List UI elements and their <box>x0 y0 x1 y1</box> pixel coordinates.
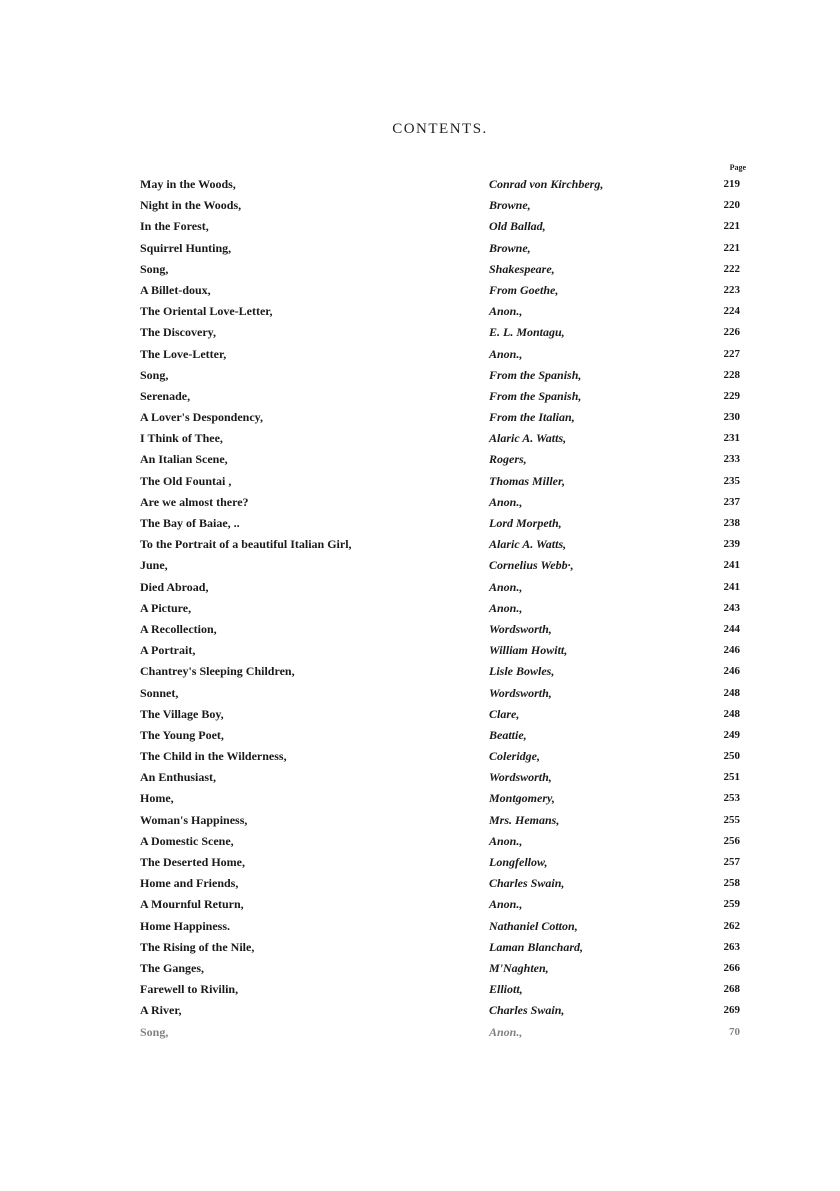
entry-page-number: 255 <box>723 813 740 826</box>
entry-author: Anon., <box>489 346 523 361</box>
toc-entry <box>0 704 840 725</box>
toc-entry <box>0 725 840 746</box>
toc-entry <box>0 958 840 979</box>
toc-entry <box>0 1022 840 1043</box>
entry-author: Beattie, <box>489 727 527 742</box>
entry-title: I Think of Thee, <box>140 431 223 446</box>
entry-author: Wordsworth, <box>489 685 552 700</box>
toc-entry <box>0 661 840 682</box>
entry-page-number: 269 <box>723 1004 740 1017</box>
entry-page-number: 229 <box>723 389 740 402</box>
entry-title: The Discovery, <box>140 325 216 340</box>
entry-author: Montgomery, <box>489 791 555 806</box>
toc-entry <box>0 767 840 788</box>
entry-page-number: 220 <box>723 199 740 212</box>
entry-title: Died Abroad, <box>140 579 209 594</box>
entry-title: The Love-Letter, <box>140 346 227 361</box>
entry-title: A River, <box>140 1003 182 1018</box>
entry-page-number: 231 <box>723 432 740 445</box>
entry-author: Anon., <box>489 304 523 319</box>
entry-author: Shakespeare, <box>489 261 555 276</box>
entry-title: A Domestic Scene, <box>140 833 234 848</box>
entry-page-number: 221 <box>723 220 740 233</box>
entry-title: In the Forest, <box>140 219 209 234</box>
entry-title: The Rising of the Nile, <box>140 939 255 954</box>
entry-author: Anon., <box>489 897 523 912</box>
entry-author: Charles Swain, <box>489 876 565 891</box>
toc-entry <box>0 577 840 598</box>
toc-entry <box>0 195 840 216</box>
entry-author: Elliott, <box>489 982 523 997</box>
entry-page-number: 258 <box>723 877 740 890</box>
entry-page-number: 243 <box>723 601 740 614</box>
entry-page-number: 241 <box>723 580 740 593</box>
toc-entry <box>0 916 840 937</box>
entry-page-number: 262 <box>723 919 740 932</box>
toc-entry <box>0 619 840 640</box>
toc-entry <box>0 979 840 1000</box>
entry-page-number: 228 <box>723 368 740 381</box>
entry-page-number: 219 <box>723 178 740 190</box>
entry-author: From the Italian, <box>489 410 575 425</box>
entry-author: Alaric A. Watts, <box>489 431 567 446</box>
entry-author: Anon., <box>489 600 523 615</box>
toc-entry <box>0 852 840 873</box>
entry-title: To the Portrait of a beautiful Italian Girl, <box>140 537 352 552</box>
entry-author: From the Spanish, <box>489 367 582 382</box>
entry-author: Wordsworth, <box>489 770 552 785</box>
toc-entry <box>0 810 840 831</box>
entry-title: A Picture, <box>140 600 192 615</box>
entry-page-number: 251 <box>723 771 740 784</box>
entry-title: Chantrey's Sleeping Children, <box>140 664 295 679</box>
entry-title: Farewell to Rivilin, <box>140 982 239 997</box>
entry-title: Home Happiness. <box>140 918 231 933</box>
entry-page-number: 263 <box>723 940 740 953</box>
toc-entry <box>0 407 840 428</box>
toc-entry <box>0 683 840 704</box>
entry-title: The Child in the Wilderness, <box>140 749 287 764</box>
entry-title: The Young Poet, <box>140 727 224 742</box>
entry-page-number: 257 <box>723 856 740 868</box>
entry-title: Home, <box>140 791 174 806</box>
entry-title: June, <box>140 558 168 573</box>
entry-title: May in the Woods, <box>140 177 236 191</box>
entry-title: Sonnet, <box>140 685 179 700</box>
entry-page-number: 246 <box>723 665 740 678</box>
toc-entry <box>0 259 840 280</box>
entry-title: The Oriental Love-Letter, <box>140 304 273 319</box>
entry-title: A Portrait, <box>140 643 196 658</box>
entry-author: Anon., <box>489 1024 523 1039</box>
page-title: CONTENTS. <box>392 121 488 137</box>
entry-title: An Enthusiast, <box>140 770 217 785</box>
entry-author: Laman Blanchard, <box>489 939 584 954</box>
entry-author: Conrad von Kirchberg, <box>489 177 604 191</box>
toc-entry <box>0 344 840 365</box>
entry-page-number: 221 <box>723 241 740 254</box>
toc-entry <box>0 831 840 852</box>
entry-title: The Old Fountai , <box>140 473 232 488</box>
entry-page-number: 266 <box>723 961 740 974</box>
entry-author: Longfellow, <box>489 855 548 869</box>
entry-title: A Mournful Return, <box>140 897 244 912</box>
entry-page-number: 230 <box>723 411 740 424</box>
toc-entry <box>0 746 840 767</box>
entry-author: Nathaniel Cotton, <box>489 918 578 933</box>
entry-author: Anon., <box>489 833 523 848</box>
entry-author: Wordsworth, <box>489 621 552 636</box>
toc-entry <box>0 534 840 555</box>
entry-title: Are we almost there? <box>140 494 249 509</box>
toc-entry <box>0 174 840 195</box>
entry-title: Song, <box>140 1024 169 1039</box>
entry-page-number: 226 <box>723 326 740 339</box>
toc-entry <box>0 238 840 259</box>
entry-page-number: 227 <box>723 347 740 360</box>
toc-entry <box>0 640 840 661</box>
toc-entry <box>0 322 840 343</box>
toc-entry <box>0 365 840 386</box>
toc-entry <box>0 873 840 894</box>
entry-title: Woman's Happiness, <box>140 812 248 827</box>
entry-page-number: 256 <box>723 834 740 847</box>
entry-author: Anon., <box>489 579 523 594</box>
entry-author: Browne, <box>489 198 531 213</box>
entry-title: The Deserted Home, <box>140 855 245 869</box>
entry-author: William Howitt, <box>489 643 568 658</box>
toc-entry <box>0 598 840 619</box>
entry-author: From the Spanish, <box>489 388 582 403</box>
toc-entry <box>0 449 840 470</box>
entry-title: The Ganges, <box>140 960 205 975</box>
entry-page-number: 233 <box>723 453 740 466</box>
toc-entry <box>0 894 840 915</box>
toc-entry <box>0 216 840 237</box>
entry-author: Mrs. Hemans, <box>489 812 560 827</box>
entry-page-number: 241 <box>723 559 740 572</box>
entry-page-number: 237 <box>723 495 740 508</box>
toc-entry <box>0 492 840 513</box>
entry-author: Browne, <box>489 240 531 255</box>
entry-title: An Italian Scene, <box>140 452 228 467</box>
entry-page-number: 259 <box>723 898 740 911</box>
entry-page-number: 238 <box>723 517 740 529</box>
toc-entry <box>0 513 840 534</box>
toc-entry <box>0 1000 840 1021</box>
table-of-contents <box>0 174 840 1043</box>
entry-title: A Billet-doux, <box>140 282 211 297</box>
entry-page-number: 239 <box>723 538 740 551</box>
toc-entry <box>0 937 840 958</box>
toc-entry <box>0 788 840 809</box>
entry-author: Anon., <box>489 494 523 509</box>
entry-title: Night in the Woods, <box>140 198 242 213</box>
entry-page-number: 223 <box>723 283 740 296</box>
toc-entry <box>0 386 840 407</box>
entry-page-number: 222 <box>723 262 740 275</box>
entry-title: The Village Boy, <box>140 706 224 721</box>
entry-title: The Bay of Baiae, .. <box>140 516 240 530</box>
entry-page-number: 253 <box>723 792 740 805</box>
entry-title: Serenade, <box>140 388 191 403</box>
entry-author: Lord Morpeth, <box>489 516 562 530</box>
entry-author: Old Ballad, <box>489 219 546 234</box>
entry-page-number: 246 <box>723 644 740 657</box>
toc-entry <box>0 301 840 322</box>
entry-title: Song, <box>140 261 169 276</box>
entry-author: M'Naghten, <box>489 960 549 975</box>
toc-entry <box>0 428 840 449</box>
entry-page-number: 248 <box>723 686 740 699</box>
entry-title: Home and Friends, <box>140 876 239 891</box>
entry-author: Rogers, <box>489 452 527 467</box>
entry-page-number: 70 <box>729 1025 740 1038</box>
entry-author: Charles Swain, <box>489 1003 565 1018</box>
entry-page-number: 244 <box>723 622 740 635</box>
entry-page-number: 248 <box>723 707 740 720</box>
entry-author: Coleridge, <box>489 749 540 764</box>
entry-title: A Recollection, <box>140 621 217 636</box>
toc-entry <box>0 280 840 301</box>
entry-title: Song, <box>140 367 169 382</box>
entry-page-number: 249 <box>723 728 740 741</box>
entry-page-number: 250 <box>723 750 740 763</box>
entry-title: Squirrel Hunting, <box>140 240 232 255</box>
toc-entry <box>0 471 840 492</box>
entry-author: Clare, <box>489 706 520 721</box>
entry-page-number: 224 <box>723 305 740 318</box>
toc-entry <box>0 555 840 576</box>
entry-author: Alaric A. Watts, <box>489 537 567 552</box>
entry-page-number: 235 <box>723 474 740 487</box>
entry-title: A Lover's Despondency, <box>140 410 264 425</box>
entry-author: E. L. Montagu, <box>489 325 565 340</box>
entry-author: Thomas Miller, <box>489 473 566 488</box>
page-column-label: Page <box>729 163 746 172</box>
entry-author: From Goethe, <box>489 282 559 297</box>
entry-author: Cornelius Webb·, <box>489 558 574 573</box>
entry-page-number: 268 <box>723 983 740 996</box>
entry-author: Lisle Bowles, <box>489 664 555 679</box>
